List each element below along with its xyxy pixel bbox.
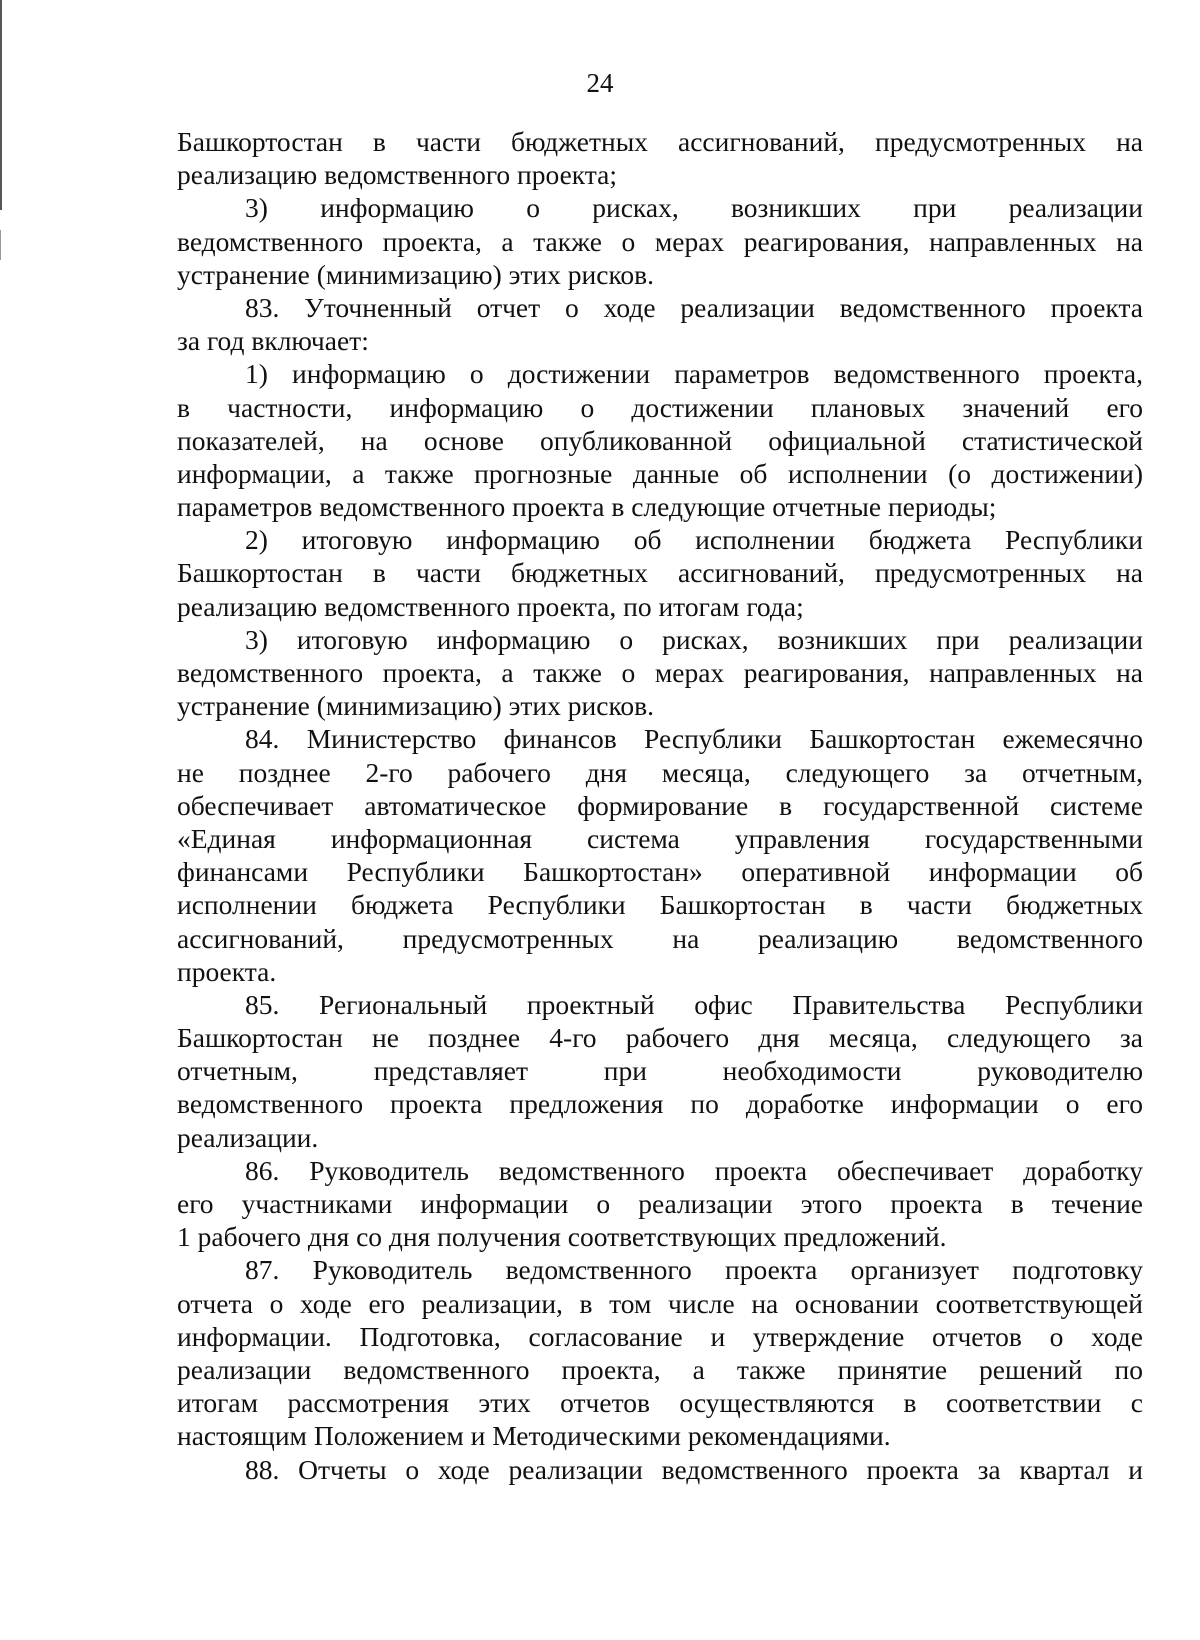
text-line: за год включает:: [177, 325, 369, 357]
text-line: отчетным, представляет при необходимости руководителю: [177, 1055, 1143, 1087]
text-line: 87. Руководитель ведомственного проекта организует подготовку: [245, 1254, 1143, 1286]
text-line: не позднее 2-го рабочего дня месяца, следующего за отчетным,: [177, 756, 1143, 788]
text-line: «Единая информационная система управления государственными: [177, 822, 1143, 854]
text-line: 1) информацию о достижении параметров ведомственного проекта,: [245, 358, 1143, 390]
text-line: информации. Подготовка, согласование и утверждение отчетов о ходе: [177, 1320, 1143, 1352]
text-line: реализации.: [177, 1121, 319, 1153]
text-line: ведомственного проекта предложения по доработке информации о его: [177, 1088, 1143, 1120]
text-line: в частности, информацию о достижении плановых значений его: [177, 391, 1143, 423]
text-line: настоящим Положением и Методическими рекомендациями.: [177, 1420, 891, 1452]
text-line: исполнении бюджета Республики Башкортостан в части бюджетных: [177, 889, 1143, 921]
text-line: итогам рассмотрения этих отчетов осуществляются в соответствии с: [177, 1387, 1143, 1419]
document-body-text: [177, 125, 1143, 1486]
text-line: показателей, на основе опубликованной официальной статистической: [177, 424, 1143, 456]
text-line: параметров ведомственного проекта в следующие отчетные периоды;: [177, 491, 997, 523]
text-line: 84. Министерство финансов Республики Башкортостан ежемесячно: [245, 723, 1143, 755]
text-line: ведомственного проекта, а также о мерах реагирования, направленных на: [177, 657, 1143, 688]
text-line: 3) информацию о рисках, возникших при реализации: [245, 192, 1143, 224]
text-line: 85. Региональный проектный офис Правительства Республики: [245, 988, 1143, 1020]
text-line: информации, а также прогнозные данные об исполнении (о достижении): [177, 457, 1143, 489]
text-line: Башкортостан не позднее 4-го рабочего дня месяца, следующего за: [177, 1022, 1143, 1054]
text-line: 1 рабочего дня со дня получения соответствующих предложений.: [177, 1221, 947, 1253]
text-line: Башкортостан в части бюджетных ассигнований, предусмотренных на: [177, 126, 1143, 157]
text-line: финансами Республики Башкортостан» оперативной информации об: [177, 856, 1143, 888]
text-line: Башкортостан в части бюджетных ассигнований, предусмотренных на: [177, 557, 1143, 589]
text-line: ведомственного проекта, а также о мерах реагирования, направленных на: [177, 225, 1143, 257]
text-line: отчета о ходе его реализации, в том числе на основании соответствующей: [177, 1287, 1143, 1319]
text-line: 88. Отчеты о ходе реализации ведомственного проекта за квартал и: [245, 1453, 1143, 1485]
text-line: реализацию ведомственного проекта;: [177, 159, 617, 191]
page-number: 24: [586, 68, 614, 98]
text-line: 86. Руководитель ведомственного проекта обеспечивает доработку: [245, 1154, 1143, 1186]
text-line: 3) итоговую информацию о рисках, возникших при реализации: [245, 623, 1143, 655]
text-line: 2) итоговую информацию об исполнении бюджета Республики: [245, 524, 1143, 556]
scan-edge-mark: [0, 0, 2, 210]
text-line: его участниками информации о реализации этого проекта в течение: [177, 1188, 1143, 1219]
scan-edge-mark-small: [0, 230, 1, 260]
text-line: обеспечивает автоматическое формирование в государственной системе: [177, 789, 1143, 821]
text-line: устранение (минимизацию) этих рисков.: [177, 690, 655, 722]
text-line: устранение (минимизацию) этих рисков.: [177, 258, 655, 290]
text-line: ассигнований, предусмотренных на реализацию ведомственного: [177, 922, 1143, 954]
text-line: проекта.: [177, 955, 277, 987]
text-line: 83. Уточненный отчет о ходе реализации ведомственного проекта: [245, 291, 1143, 323]
text-line: реализацию ведомственного проекта, по итогам года;: [177, 590, 804, 622]
text-line: реализации ведомственного проекта, а также принятие решений по: [177, 1353, 1143, 1385]
